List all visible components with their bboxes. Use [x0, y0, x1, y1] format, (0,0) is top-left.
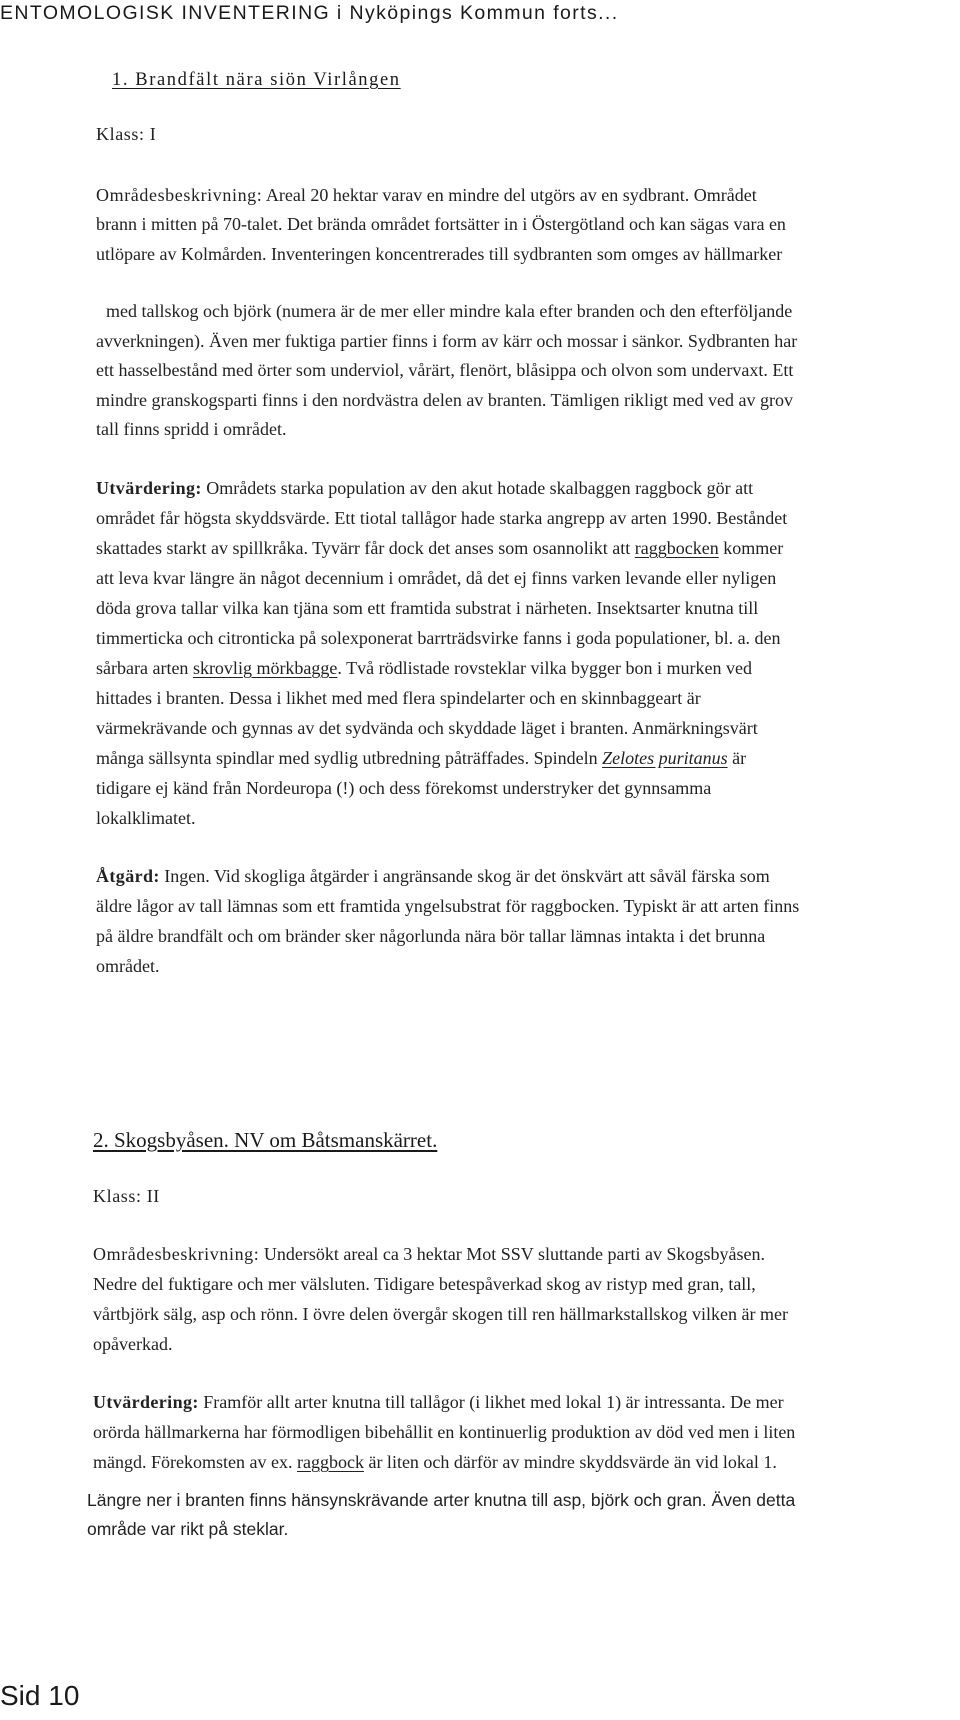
- section-2-beskrivning-line: vårtbjörk sälg, asp och rönn. I övre delen övergår skogen till ren hällmarkstallskog vilken är mer: [93, 1304, 788, 1324]
- atgard-label: Åtgärd:: [96, 866, 160, 886]
- section-2-klass: Klass: II: [93, 1186, 160, 1206]
- section-2-beskrivning-line: [93, 1244, 765, 1265]
- section-1-atgard-line: [96, 866, 770, 887]
- text-span: skattades starkt av spillkråka. Tyvärr får dock det anses som osannolikt att: [96, 538, 631, 558]
- section-1-atgard-line: området.: [96, 956, 160, 976]
- text-span: många sällsynta spindlar med sydlig utbredning påträffades. Spindeln: [96, 748, 598, 768]
- page-number: Sid 10: [0, 1680, 80, 1711]
- section-1-utvardering-line: lokalklimatet.: [96, 808, 196, 828]
- section-1-atgard-line: äldre lågor av tall lämnas som ett framtida yngelsubstrat för raggbocken. Typiskt är att arten finns: [96, 896, 800, 916]
- section-1-utvardering-line: [96, 658, 752, 679]
- section-1-utvardering-line: värmekrävande och gynnas av det sydvända och skyddade läget i branten. Anmärkningsvärt: [96, 718, 758, 738]
- section-1-utvardering-line: hittades i branten. Dessa i likhet med med flera spindelarter och en skinnbaggeart är: [96, 688, 701, 708]
- document-header: ENTOMOLOGISK INVENTERING i Nyköpings Kommun forts...: [0, 2, 619, 24]
- text-span: . Två rödlistade rovsteklar vilka bygger bon i murken ved: [337, 658, 752, 678]
- text-span: Undersökt areal ca 3 hektar Mot SSV sluttande parti av Skogsbyåsen.: [263, 1244, 765, 1264]
- text-span: Områdets starka population av den akut hotade skalbaggen raggbock gör att: [206, 478, 754, 498]
- section-1-beskrivning-line: avverkningen). Även mer fuktiga partier finns i form av kärr och mossar i sänkor. Sydbranten har: [96, 331, 798, 351]
- text-span: Areal 20 hektar varav en mindre del utgörs av en sydbrant. Området: [265, 185, 757, 205]
- section-2-utvardering-line: [93, 1452, 777, 1473]
- text-span: är: [732, 748, 747, 768]
- section-1-utvardering-line: området får högsta skyddsvärde. Ett tiotal tallågor hade starka angrepp av arten 1990. Beståndet: [96, 508, 788, 528]
- raggbocken-link[interactable]: raggbocken: [634, 538, 719, 558]
- section-2-utvardering-line: orörda hällmarkerna har förmodligen bibehållit en kontinuerlig produktion av död ved men i liten: [93, 1422, 796, 1442]
- section-1-utvardering-line: [96, 478, 753, 499]
- section-1-beskrivning-line: ett hasselbestånd med örter som underviol, vårärt, flenört, blåsippa och olvon som undervaxt. Ett: [96, 360, 794, 380]
- section-2-utvardering-line: [93, 1392, 784, 1413]
- section-2-title: 2. Skogsbyåsen. NV om Båtsmanskärret.: [93, 1128, 438, 1152]
- section-2-beskrivning-line: Nedre del fuktigare och mer välsluten. Tidigare betespåverkad skog av ristyp med gran, tall,: [93, 1274, 756, 1294]
- beskrivning-label: Områdesbeskrivning:: [96, 185, 263, 205]
- section-2-extra-line: Längre ner i branten finns hänsynskrävande arter knutna till asp, björk och gran. Även detta: [87, 1490, 796, 1510]
- skrovlig-morkbagge-link[interactable]: skrovlig mörkbagge: [192, 658, 338, 678]
- utvardering-label: Utvärdering:: [93, 1392, 199, 1412]
- section-1-beskrivning-line: mindre granskogsparti finns i den nordvästra delen av branten. Tämligen rikligt med ved av grov: [96, 390, 793, 410]
- section-1-beskrivning-line: med tallskog och björk (numera är de mer eller mindre kala efter branden och den efterföljande: [106, 301, 793, 321]
- section-1-beskrivning-line: [96, 185, 757, 206]
- section-1-beskrivning-line: tall finns spridd i området.: [96, 419, 287, 439]
- section-1-beskrivning-line: brann i mitten på 70-talet. Det brända området fortsätter in i Östergötland och kan sägas vara en: [96, 214, 786, 234]
- beskrivning-label: Områdesbeskrivning:: [93, 1244, 260, 1264]
- utvardering-label: Utvärdering:: [96, 478, 202, 498]
- section-1-utvardering-line: [96, 538, 783, 559]
- text-span: mängd. Förekomsten av ex.: [93, 1452, 293, 1472]
- raggbock-link[interactable]: raggbock: [296, 1452, 364, 1472]
- section-1-beskrivning-line: utlöpare av Kolmården. Inventeringen koncentrerades till sydbranten som omges av hällmarker: [96, 244, 783, 264]
- section-1-atgard-line: på äldre brandfält och om bränder sker någorlunda nära bör tallar lämnas intakta i det brunna: [96, 926, 766, 946]
- text-span: är liten och därför av mindre skyddsvärde än vid lokal 1.: [368, 1452, 777, 1472]
- section-2-extra-line: område var rikt på steklar.: [87, 1519, 289, 1539]
- section-2-beskrivning-line: opåverkad.: [93, 1334, 173, 1354]
- section-1-utvardering-line: [96, 748, 746, 769]
- text-span: sårbara arten: [96, 658, 189, 678]
- text-span: Ingen. Vid skogliga åtgärder i angränsande skog är det önskvärt att såväl färska som: [164, 866, 770, 886]
- section-1-utvardering-line: timmerticka och citronticka på solexponerat barrträdsvirke fanns i goda populationer, bl. a. den: [96, 628, 781, 648]
- text-span: Framför allt arter knutna till tallågor (i likhet med lokal 1) är intressanta. De mer: [203, 1392, 784, 1412]
- section-1-utvardering-line: tidigare ej känd från Nordeuropa (!) och dess förekomst understryker det gynnsamma: [96, 778, 712, 798]
- section-1-title: 1. Brandfält nära siön Virlången: [112, 70, 401, 90]
- section-1-klass: Klass: I: [96, 124, 157, 144]
- section-1-utvardering-line: att leva kvar längre än något decennium i området, då det ej finns varken levande eller nyligen: [96, 568, 777, 588]
- section-1-utvardering-line: döda grova tallar vilka kan tjäna som ett framtida substrat i närheten. Insektsarter knutna till: [96, 598, 759, 618]
- zelotes-puritanus-link[interactable]: Zelotes puritanus: [602, 748, 728, 768]
- text-span: kommer: [723, 538, 784, 558]
